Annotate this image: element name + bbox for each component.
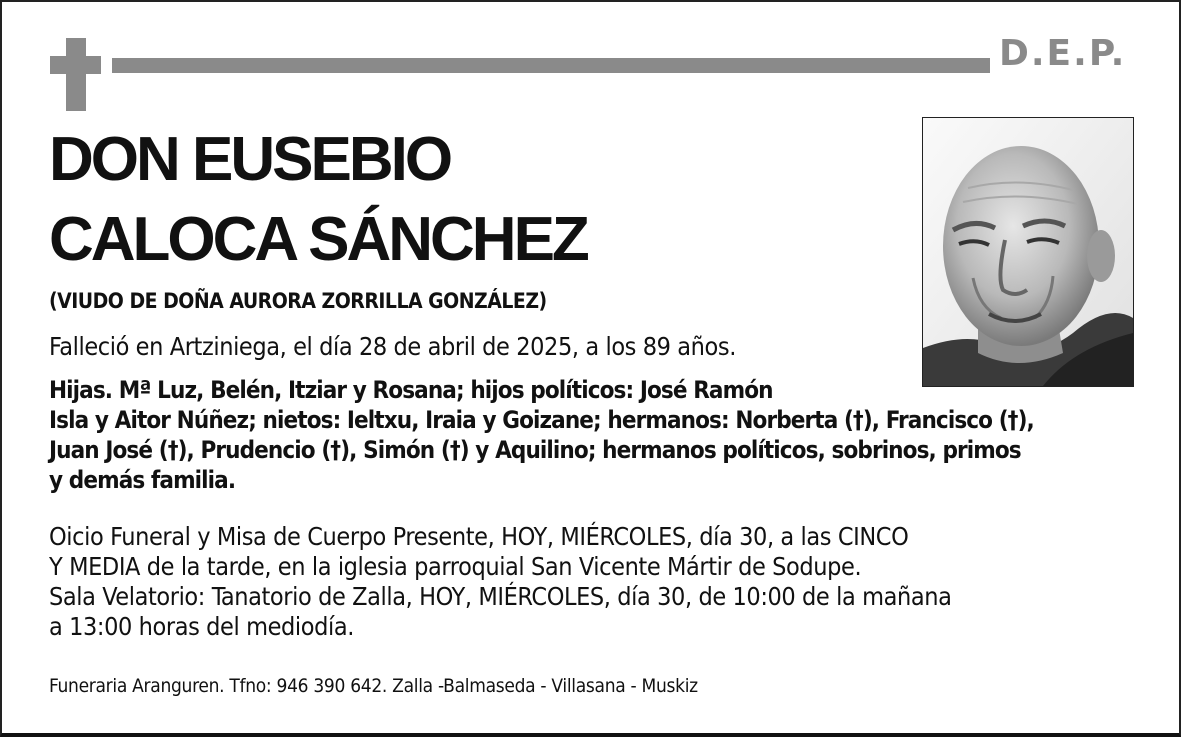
portrait-image — [923, 118, 1133, 386]
family-list — [49, 375, 1149, 495]
header-rule — [112, 58, 990, 73]
service-line: a 13:00 horas del mediodía. — [49, 612, 354, 641]
service-line: Sala Velatorio: Tanatorio de Zalla, HOY, MIÉRCOLES, día 30, de 10:00 de la mañana — [49, 582, 952, 611]
service-line: Y MEDIA de la tarde, en la iglesia parroquial San Vicente Mártir de Sodupe. — [49, 552, 862, 581]
funeral-home-footer: Funeraria Aranguren. Tfno: 946 390 642. Zalla -Balmaseda - Villasana - Muskiz — [49, 675, 698, 697]
service-line: Oicio Funeral y Misa de Cuerpo Presente, HOY, MIÉRCOLES, día 30, a las CINCO — [49, 522, 909, 551]
portrait-photo — [922, 117, 1134, 387]
family-line: y demás familia. — [49, 466, 236, 494]
family-line: Juan José (†), Prudencio (†), Simón (†) y Aquilino; hermanos políticos, sobrinos, primos — [49, 436, 1021, 464]
death-notice: Falleció en Artziniega, el día 28 de abril de 2025, a los 89 años. — [49, 332, 736, 361]
name-line-1: DON EUSEBIO — [49, 125, 451, 194]
family-line: Hijas. Mª Luz, Belén, Itziar y Rosana; hijos políticos: José Ramón — [49, 376, 773, 404]
service-details — [49, 522, 951, 642]
name-line-2: CALOCA SÁNCHEZ — [49, 205, 587, 274]
widow-note: (VIUDO DE DOÑA AURORA ZORRILLA GONZÁLEZ) — [49, 289, 547, 313]
family-line: Isla y Aitor Núñez; nietos: Ieltxu, Iraia y Goizane; hermanos: Norberta (†), Francisco (†), — [49, 406, 1034, 434]
deceased-name — [49, 120, 587, 280]
dep-label: D.E.P. — [999, 33, 1127, 74]
